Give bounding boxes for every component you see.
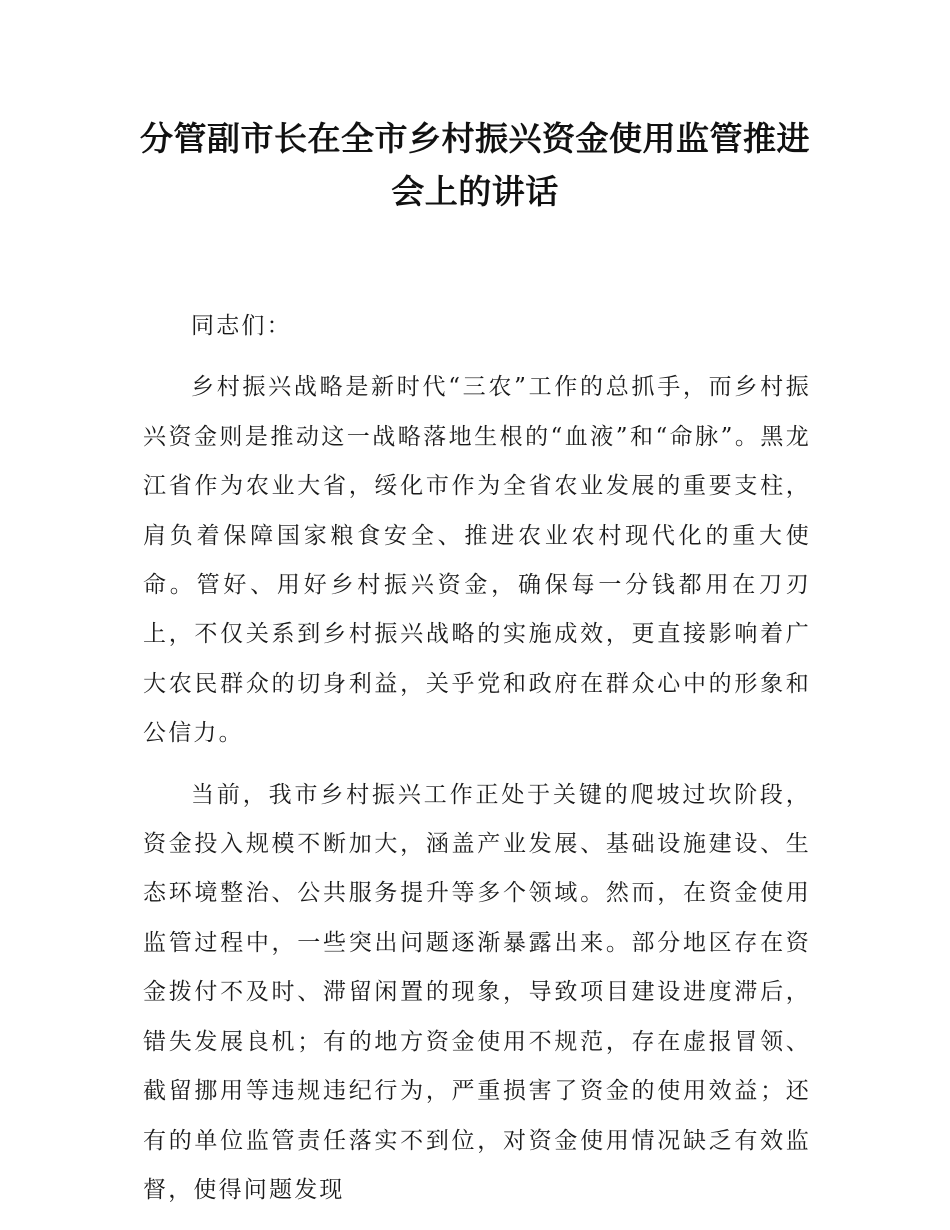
document-body bbox=[143, 302, 811, 1215]
salutation: 同志们： bbox=[191, 313, 292, 339]
document-title: 分管副市长在全市乡村振兴资金使用监管推进会上的讲话 bbox=[140, 119, 810, 211]
paragraph: 乡村振兴战略是新时代“三农”工作的总抓手，而乡村振兴资金则是推动这一战略落地生根的“血液”和“命脉”。黑龙江省作为农业大省，绥化市作为全省农业发展的重要支柱，肩负着保障国家粮食安全、推进农业农村现代化的重大使命。管好、用好乡村振兴资金，确保每一分钱都用在刀刃上，不仅关系到乡村振兴战略的实施成效，更直接影响着广大农民群众的切身利益，关乎党和政府在群众心中的形象和公信力。 bbox=[143, 374, 811, 747]
paragraph: 当前，我市乡村振兴工作正处于关键的爬坡过坎阶段，资金投入规模不断加大，涵盖产业发展、基础设施建设、生态环境整治、公共服务提升等多个领域。然而，在资金使用监管过程中，一些突出问题逐渐暴露出来。部分地区存在资金拨付不及时、滞留闲置的现象，导致项目建设进度滞后，错失发展良机；有的地方资金使用不规范，存在虚报冒领、截留挪用等违规违纪行为，严重损害了资金的使用效益；还有的单位监管责任落实不到位，对资金使用情况缺乏有效监督，使得问题发现 bbox=[143, 781, 811, 1203]
